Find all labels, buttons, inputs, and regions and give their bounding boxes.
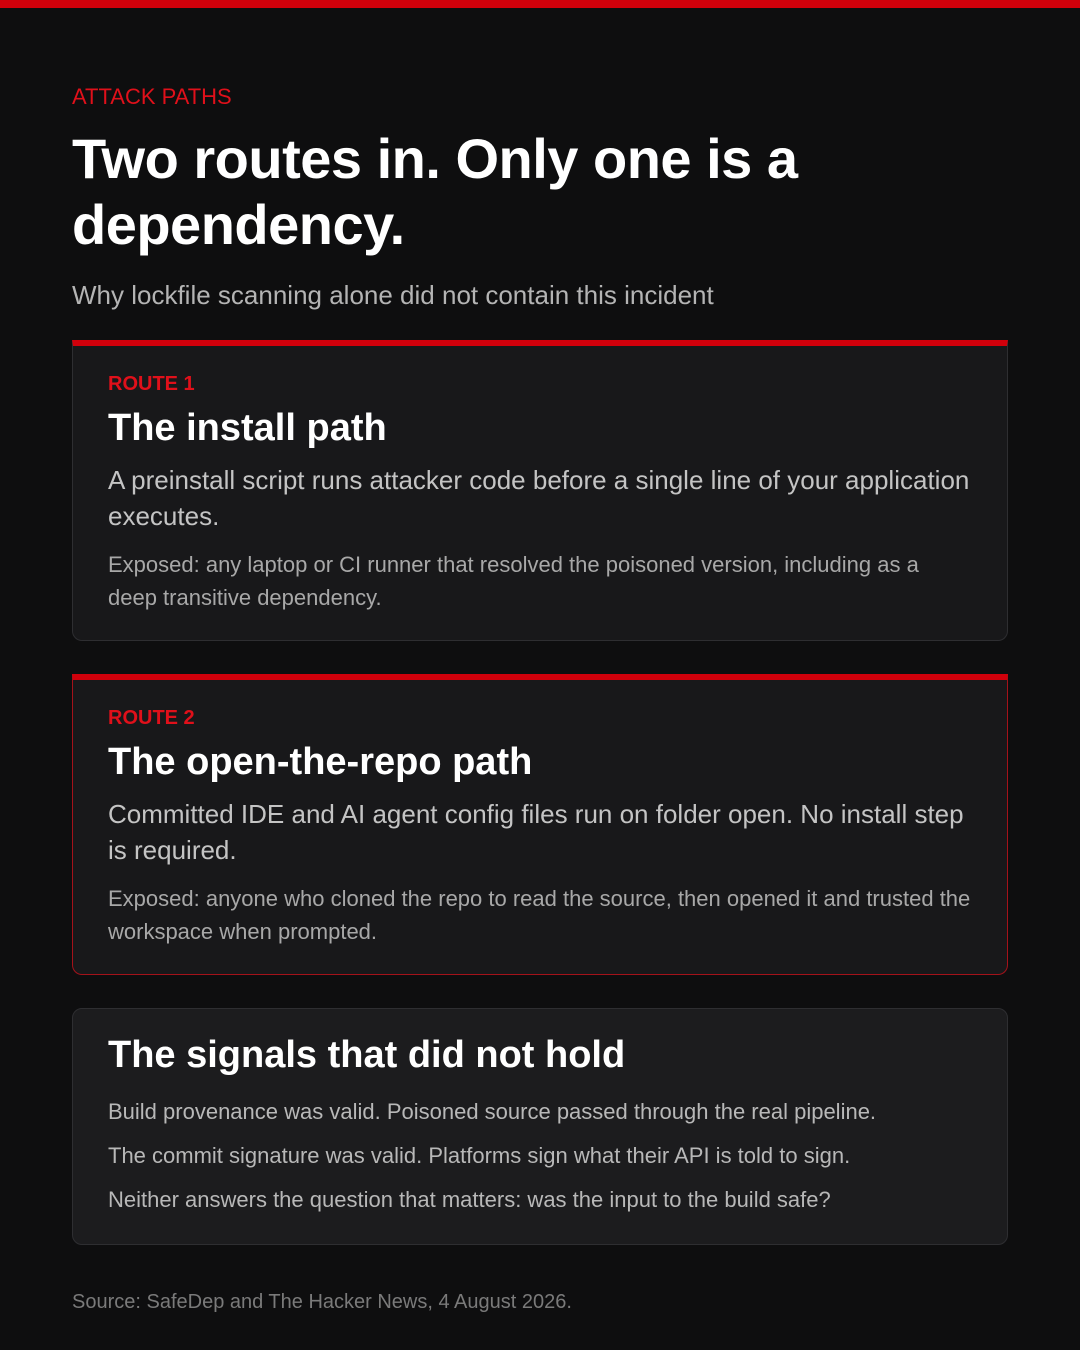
route-exposed-text: Exposed: anyone who cloned the repo to read the source, then opened it and trusted the workspace when prompted.	[108, 886, 971, 944]
signal-item: The commit signature was valid. Platforms sign what their API is told to sign.	[108, 1143, 851, 1168]
signal-item: Neither answers the question that matters: was the input to the build safe?	[108, 1187, 831, 1212]
header	[72, 82, 1008, 312]
top-accent-bar	[0, 0, 1080, 8]
route-description: A preinstall script runs attacker code before a single line of your application executes.	[108, 465, 970, 531]
eyebrow-label: ATTACK PATHS	[72, 84, 232, 109]
route-card-open-repo	[72, 674, 1008, 975]
signal-item: Build provenance was valid. Poisoned source passed through the real pipeline.	[108, 1099, 877, 1124]
route-title: The open-the-repo path	[108, 741, 533, 783]
signals-title: The signals that did not hold	[108, 1034, 626, 1076]
source-note: Source: SafeDep and The Hacker News, 4 August 2026.	[72, 1291, 572, 1313]
route-label: ROUTE 1	[108, 373, 195, 395]
route-description: Committed IDE and AI agent config files run on folder open. No install step is required.	[108, 799, 964, 865]
route-label: ROUTE 2	[108, 707, 195, 729]
route-exposed-text: Exposed: any laptop or CI runner that resolved the poisoned version, including as a deep transitive dependency.	[108, 552, 919, 610]
signals-card	[72, 1008, 1008, 1245]
signals-list	[108, 1097, 972, 1215]
page-subtitle: Why lockfile scanning alone did not contain this incident	[72, 280, 714, 310]
route-card-install	[72, 340, 1008, 641]
page-title: Two routes in. Only one is a dependency.	[72, 127, 798, 256]
route-title: The install path	[108, 407, 387, 449]
